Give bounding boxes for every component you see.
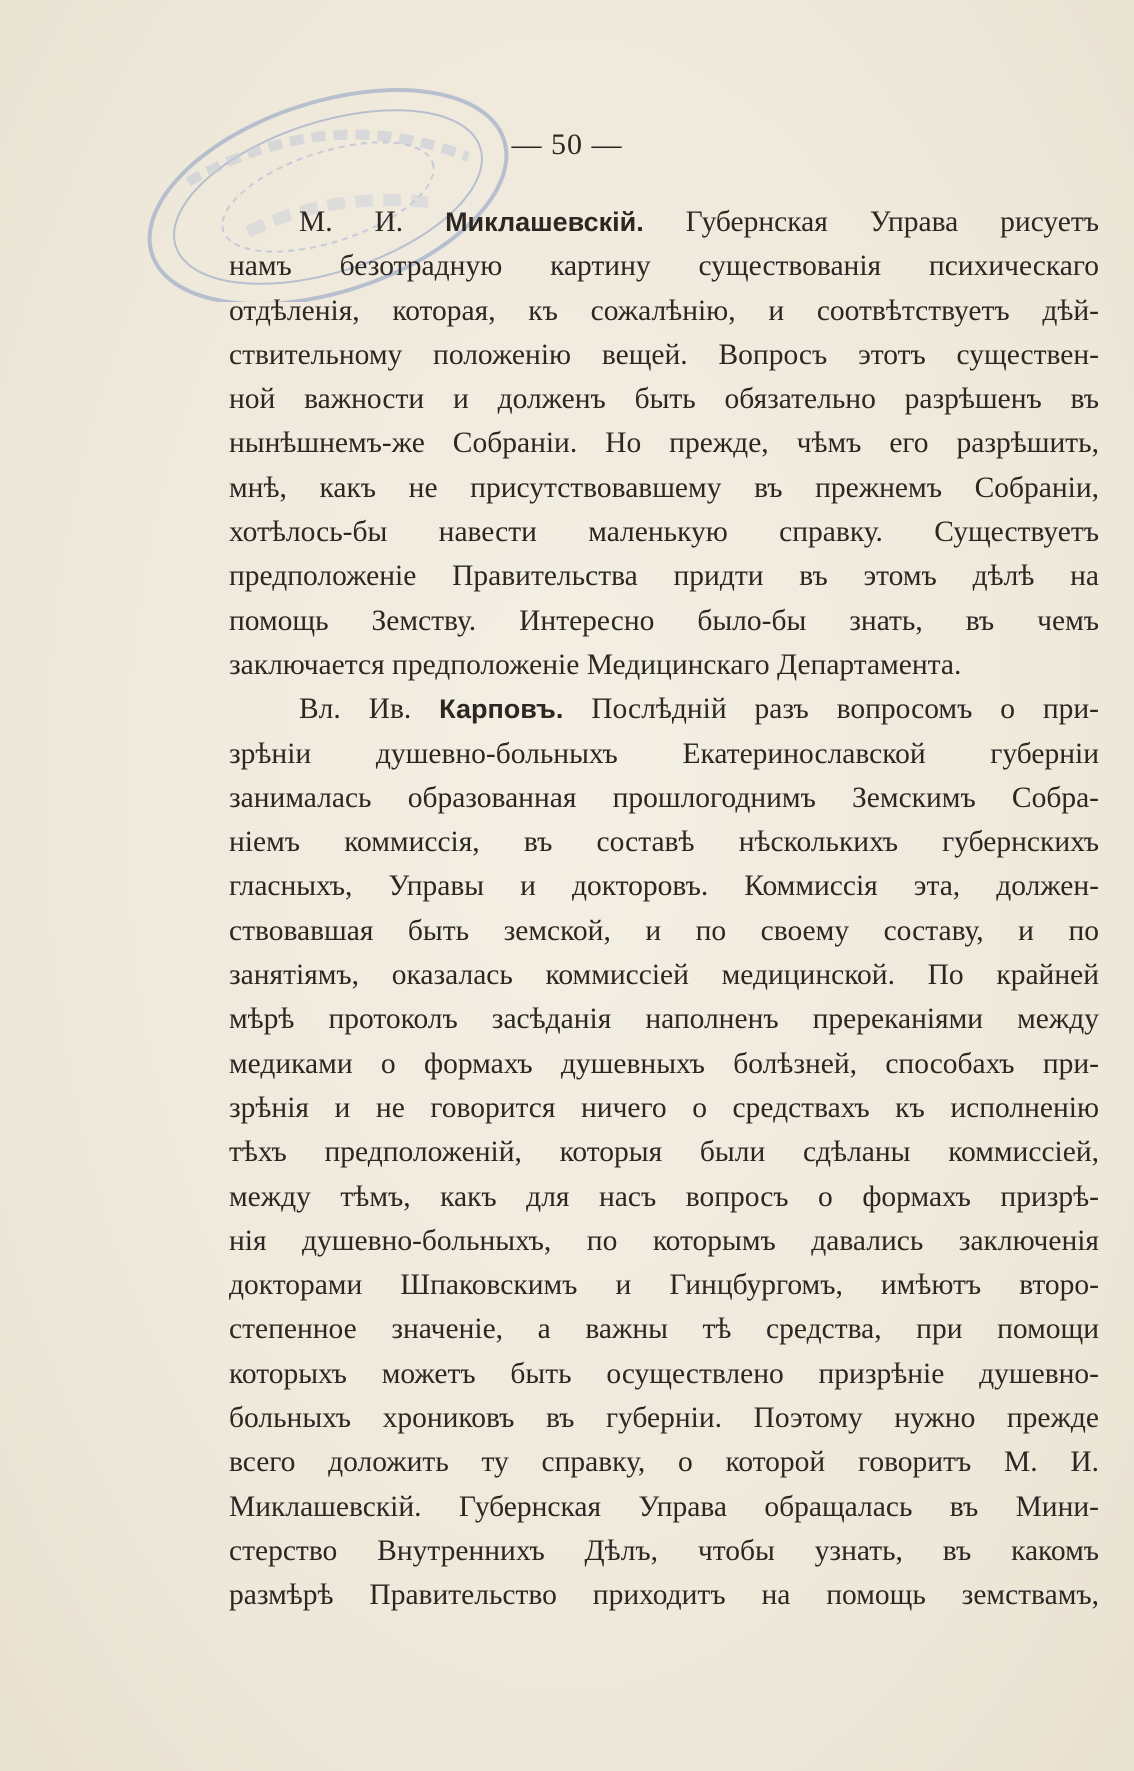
text-line: ствительному положенію вещей. Вопросъ этотъ существен- [229, 338, 1099, 371]
page-number: — 50 — [511, 128, 623, 161]
text-line: размѣрѣ Правительство приходитъ на помощь земствамъ, [229, 1579, 1099, 1612]
text-line: стерство Внутреннихъ Дѣлъ, чтобы узнать, въ какомъ [229, 1534, 1099, 1567]
speaker-prefix: М. И. [299, 206, 404, 238]
text-line: докторами Шпаковскимъ и Гинцбургомъ, имѣютъ второ- [229, 1269, 1099, 1302]
text-line: хотѣлось-бы навести маленькую справку. Существуетъ [229, 516, 1099, 549]
text-line: зрѣніи душевно-больныхъ Екатеринославской губерніи [229, 737, 1099, 770]
text-line: нія душевно-больныхъ, по которымъ давались заключенія [229, 1224, 1099, 1257]
text-line: намъ безотрадную картину существованія психическаго [229, 250, 1099, 283]
speaker-prefix: Вл. Ив. [299, 693, 412, 726]
text-line: предположеніе Правительства придти въ этомъ дѣлѣ на [229, 560, 1099, 593]
text-line: всего доложить ту справку, о которой говоритъ М. И. [229, 1446, 1099, 1479]
paragraph-first-line [229, 687, 1099, 731]
body-text [229, 200, 1099, 1618]
text-line: ствовавшая быть земской, и по своему составу, и по [229, 914, 1099, 947]
speaker-name: Карповъ. [439, 694, 564, 725]
text-line: тѣхъ предположеній, которыя были сдѣланы коммиссіей, [229, 1136, 1099, 1169]
speaker-name: Миклашевскій. [445, 207, 644, 237]
text-line: нынѣшнемъ-же Собраніи. Но прежде, чѣмъ его разрѣшить, [229, 427, 1099, 460]
text-line: которыхъ можетъ быть осуществлено призрѣніе душевно- [229, 1357, 1099, 1390]
text-line: между тѣмъ, какъ для насъ вопросъ о формахъ призрѣ- [229, 1180, 1099, 1213]
text-line: отдѣленія, которая, къ сожалѣнію, и соотвѣтствуетъ дѣй- [229, 294, 1099, 327]
text-line: зрѣнія и не говорится ничего о средствахъ къ исполненію [229, 1091, 1099, 1124]
text-line: больныхъ хрониковъ въ губерніи. Поэтому нужно прежде [229, 1402, 1099, 1435]
text-line: Послѣдній разъ вопросомъ о при- [591, 693, 1099, 726]
text-line: ніемъ коммиссія, въ составѣ нѣсколькихъ губернскихъ [229, 826, 1099, 859]
text-line: степенное значеніе, а важны тѣ средства, при помощи [229, 1313, 1099, 1346]
text-line: медиками о формахъ душевныхъ болѣзней, способахъ при- [229, 1047, 1099, 1080]
text-line: Губернская Управа рисуетъ [685, 206, 1099, 238]
text-line: занятіямъ, оказалась коммиссіей медицинской. По крайней [229, 959, 1099, 992]
paragraph-first-line [229, 200, 1099, 244]
text-line: гласныхъ, Управы и докторовъ. Коммиссія эта, должен- [229, 870, 1099, 903]
text-line: Миклашевскій. Губернская Управа обращалась въ Мини- [229, 1490, 1099, 1523]
text-line: ной важности и долженъ быть обязательно разрѣшенъ въ [229, 383, 1099, 416]
text-line: мѣрѣ протоколъ засѣданія наполненъ пререканіями между [229, 1003, 1099, 1036]
text-line: помощь Земству. Интересно было-бы знать, въ чемъ [229, 604, 1099, 637]
text-line: мнѣ, какъ не присутствовавшему въ прежнемъ Собраніи, [229, 471, 1099, 504]
text-line: занималась образованная прошлогоднимъ Земскимъ Собра- [229, 781, 1099, 814]
text-line: заключается предположеніе Медицинскаго Департамента. [229, 648, 962, 681]
